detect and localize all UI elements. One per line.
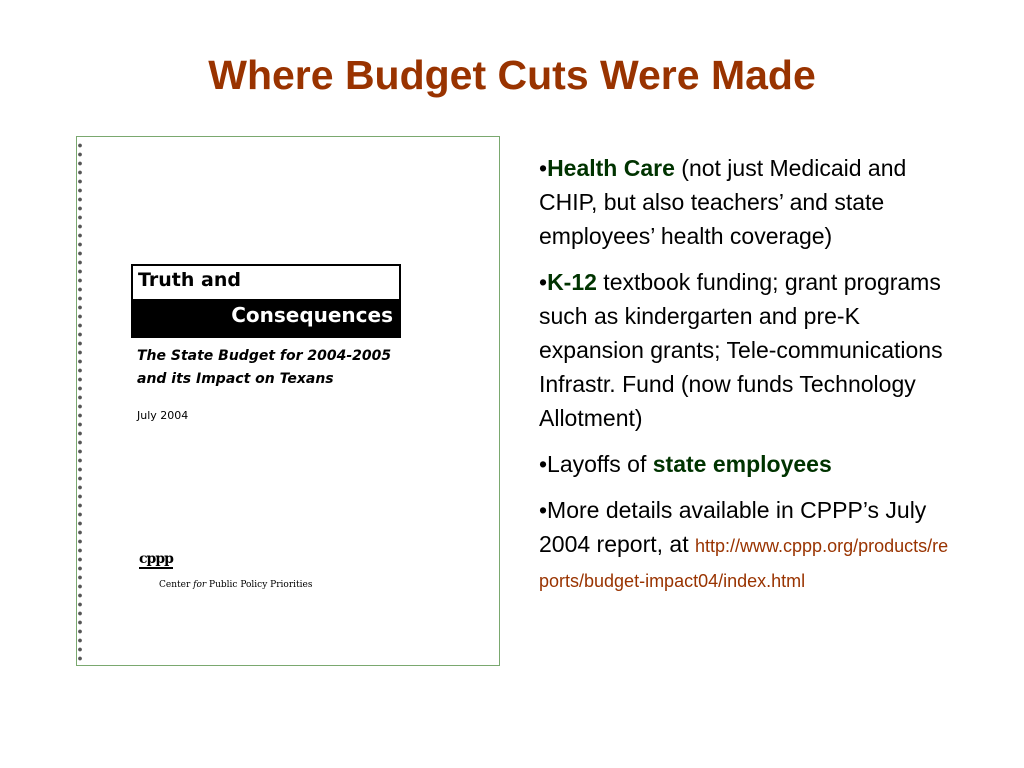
bullet-list	[539, 151, 949, 609]
bullet-keyword: Health Care	[547, 155, 675, 181]
cover-subtitle-line2: and its Impact on Texans	[137, 371, 334, 387]
cover-title-band	[133, 299, 399, 336]
bullet-keyword: K-12	[547, 269, 597, 295]
bullet-text: •More details available in CPPP’s July 2004 report, at	[539, 497, 927, 557]
cover-title-line1: Truth and	[138, 269, 241, 291]
bullet-text: (not just Medicaid and CHIP, but also teachers’ and state employees’ health coverage)	[539, 155, 907, 249]
org-name-part: Public Policy Priorities	[206, 580, 313, 590]
bullet-text: textbook funding; grant programs such as kindergarten and pre-K expansion grants; Tele-communications Infrastr. Fund (now funds Technology Allotment)	[539, 269, 943, 431]
cover-title-line2: Consequences	[231, 303, 393, 327]
org-name-italic: for	[193, 580, 207, 590]
cppp-org-name	[159, 580, 312, 590]
bullet-marker: •	[539, 155, 548, 181]
bullet-keyword: state employees	[652, 451, 832, 477]
report-link[interactable]: http://www.cppp.org/products/reports/budget-impact04/index.html	[539, 536, 949, 591]
org-name-part: Center	[159, 580, 194, 590]
cover-title-box	[131, 264, 401, 338]
bullet-k12	[539, 265, 949, 435]
report-cover-image	[76, 136, 500, 666]
cover-subtitle-line1: The State Budget for 2004-2005	[137, 348, 392, 364]
cover-subtitle	[137, 345, 417, 391]
bullet-layoffs	[539, 447, 949, 481]
bullet-more-details	[539, 493, 949, 597]
bullet-text: •Layoffs of	[539, 451, 653, 477]
slide-title: Where Budget Cuts Were Made	[208, 52, 816, 98]
bullet-health-care	[539, 151, 949, 253]
bullet-marker: •	[539, 269, 548, 295]
cover-date: July 2004	[137, 409, 189, 422]
cppp-logo: cppp	[139, 551, 173, 567]
spiral-binding	[77, 141, 83, 661]
